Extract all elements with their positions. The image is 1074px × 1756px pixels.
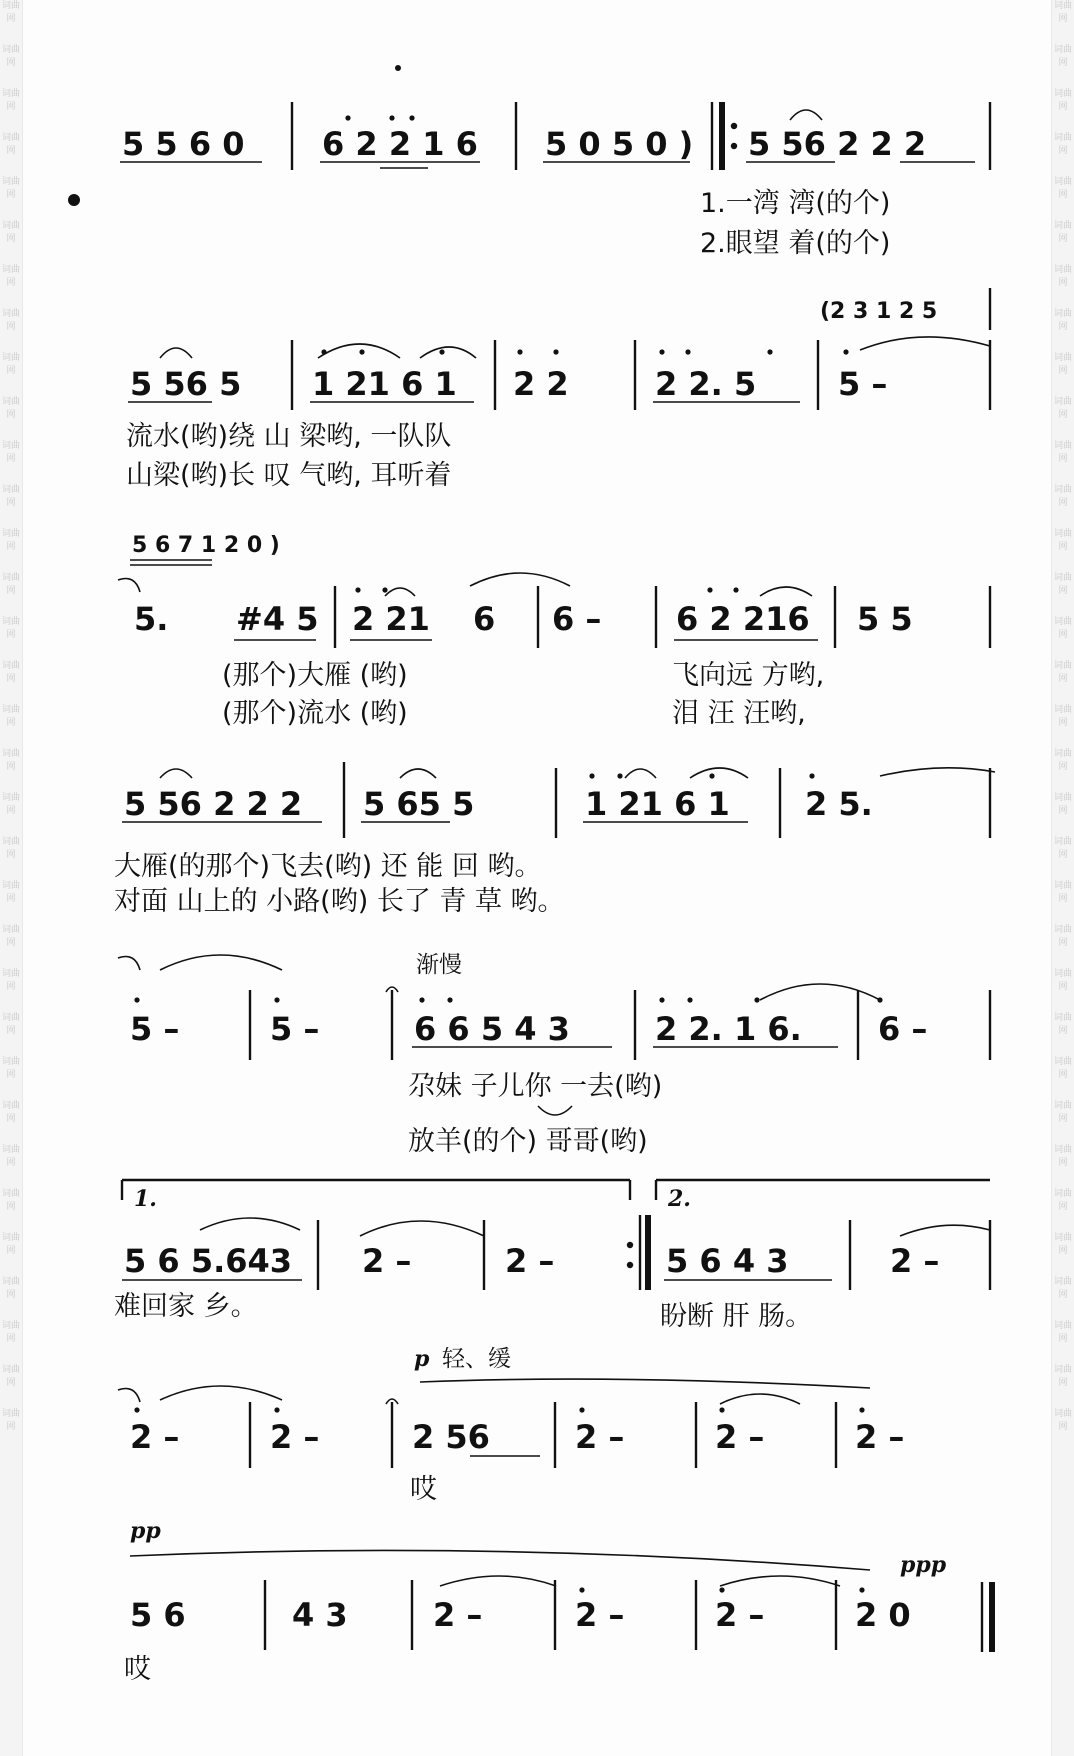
measure-24: 5 6 5.643 [124, 1242, 293, 1280]
slur [385, 588, 415, 596]
measure-5: 5 56 5 [130, 365, 242, 403]
lyric-verse-2: 山梁(哟)长 叹 气哟, 耳听着 [126, 460, 452, 491]
row-7 [118, 1346, 904, 1505]
phrase-slur [420, 1379, 870, 1388]
measure-35: 5 6 [130, 1596, 186, 1634]
repeat-dot [731, 123, 737, 129]
measure-27: 5 6 4 3 [666, 1242, 789, 1280]
slur [360, 1221, 484, 1236]
measure-25: 2 – [362, 1242, 412, 1280]
slur [200, 1218, 300, 1230]
measure-9: 5 – [838, 365, 888, 403]
row-4 [114, 762, 995, 917]
slur [160, 955, 282, 970]
grace-notes: (2 3 1 2 5 [820, 299, 938, 324]
row-1 [120, 102, 990, 259]
tie [118, 1389, 140, 1403]
lyric: 哎 [124, 1654, 151, 1685]
slur [690, 768, 748, 778]
lyric-verse-1-b: 飞向远 方哟, [672, 660, 825, 691]
measure-19: 5 – [130, 1010, 180, 1048]
slur [400, 769, 436, 778]
slur [720, 1394, 800, 1404]
slur [318, 344, 400, 358]
slur [720, 1576, 840, 1586]
measure-6: 1 21 6 1 [312, 365, 457, 403]
volta-1-label: 1. [134, 1186, 157, 1212]
measure-36: 4 3 [292, 1596, 348, 1634]
tie [118, 957, 140, 971]
lyric-verse-1: 1.一湾 湾(的个) [700, 188, 891, 219]
slur [160, 769, 192, 778]
measure-30: 2 – [270, 1418, 320, 1456]
lyric-verse-1: 尕妹 子儿你 一去(哟) [408, 1071, 663, 1102]
measure-3: 5 0 5 0 ) [545, 125, 694, 163]
lyric-verse-2-b: 泪 汪 汪哟, [672, 698, 806, 729]
lyric-volta-1: 难回家 乡。 [114, 1291, 258, 1322]
row-8 [124, 1518, 992, 1685]
measure-11: 2 21 [352, 600, 430, 638]
measure-28: 2 – [890, 1242, 940, 1280]
measure-18: 2 5. [805, 785, 873, 823]
phrase-slur [130, 1550, 870, 1570]
lyric: 哎 [410, 1474, 437, 1505]
measure-22: 2 2. 1 6. [655, 1010, 802, 1048]
measure-7: 2 2 [513, 365, 569, 403]
measure-11b: 6 [473, 600, 496, 638]
measure-37: 2 – [433, 1596, 483, 1634]
slur [790, 110, 822, 120]
print-speck [395, 65, 401, 71]
row-6 [114, 1180, 990, 1332]
measure-26: 2 – [505, 1242, 555, 1280]
slur [470, 573, 570, 586]
measure-38: 2 – [575, 1596, 625, 1634]
print-speck [68, 194, 80, 206]
lyric-verse-2: 放羊(的个) 哥哥(哟) [408, 1126, 648, 1157]
lyric-verse-1-a: (那个)大雁 (哟) [222, 660, 408, 691]
measure-2: 6 2 2 1 6 [322, 125, 478, 163]
watermark-strip-right: 词曲网 词曲网 词曲网 词曲网 词曲网 词曲网 词曲网 词曲网 词曲网 词曲网 词曲网 词曲网 词曲网 词曲网 词曲网 词曲网 词曲网 词曲网 词曲网 词曲网 词曲网 词曲网 词曲网 词曲网 词曲网 词曲网 词曲网 词曲网 词曲网 词曲网 词曲网 词曲网 词曲网 [1051, 0, 1074, 1756]
measure-39: 2 – [715, 1596, 765, 1634]
dynamic-marking: p [414, 1346, 430, 1372]
row-5 [118, 952, 990, 1157]
slur [420, 347, 476, 358]
measure-13: 6 2 216 [676, 600, 810, 638]
slur [760, 587, 812, 596]
slur [625, 769, 656, 778]
measure-31: 2 56 [412, 1418, 490, 1456]
measure-32: 2 – [575, 1418, 625, 1456]
slur [760, 984, 880, 1000]
slur [160, 348, 192, 358]
measure-10: 5. [134, 600, 169, 638]
dynamic-marking-end: ppp [900, 1552, 947, 1578]
lyric-verse-1: 大雁(的那个)飞去(哟) 还 能 回 哟。 [114, 851, 542, 882]
lyric-verse-2: 2.眼望 着(的个) [700, 228, 891, 259]
measure-10b: #4 5 [236, 600, 319, 638]
watermark-strip-left: 词曲网 词曲网 词曲网 词曲网 词曲网 词曲网 词曲网 词曲网 词曲网 词曲网 词曲网 词曲网 词曲网 词曲网 词曲网 词曲网 词曲网 词曲网 词曲网 词曲网 词曲网 词曲网 词曲网 词曲网 词曲网 词曲网 词曲网 词曲网 词曲网 词曲网 词曲网 词曲网 词曲网 [0, 0, 23, 1756]
expression-marking: 轻、缓 [442, 1346, 511, 1372]
slur [900, 1225, 990, 1236]
measure-20: 5 – [270, 1010, 320, 1048]
slur [880, 768, 995, 776]
measure-34: 2 – [855, 1418, 905, 1456]
slur [860, 337, 990, 350]
measure-15: 5 56 2 2 2 [124, 785, 303, 823]
tie [118, 579, 140, 593]
measure-14: 5 5 [857, 600, 913, 638]
measure-12: 6 – [552, 600, 602, 638]
measure-33: 2 – [715, 1418, 765, 1456]
volta-2-label: 2. [668, 1186, 691, 1212]
measure-8: 2 2. 5 [655, 365, 757, 403]
row-2 [126, 288, 990, 491]
repeat-dot [627, 1262, 633, 1268]
dynamic-marking-start: pp [130, 1518, 161, 1544]
row-3 [118, 533, 990, 729]
slur [538, 1106, 572, 1115]
measure-40: 2 0 [855, 1596, 911, 1634]
lyric-verse-1: 流水(哟)绕 山 梁哟, 一队队 [126, 421, 452, 452]
measure-23: 6 – [878, 1010, 928, 1048]
lyric-verse-2-a: (那个)流水 (哟) [222, 698, 408, 729]
grace-notes: 5 6 7 1 2 0 ) [132, 533, 280, 558]
tempo-marking: 渐慢 [416, 952, 462, 978]
measure-17: 1 21 6 1 [585, 785, 730, 823]
measure-4: 5 56 2 2 2 [748, 125, 927, 163]
measure-16: 5 65 5 [363, 785, 475, 823]
measure-1: 5 5 6 0 [122, 125, 245, 163]
lyric-volta-2: 盼断 肝 肠。 [660, 1301, 813, 1332]
measure-29: 2 – [130, 1418, 180, 1456]
slur [440, 1576, 556, 1586]
measure-21: 6 6 5 4 3 [414, 1010, 570, 1048]
lyric-verse-2: 对面 山上的 小路(哟) 长了 青 草 哟。 [114, 886, 565, 917]
repeat-dot [627, 1242, 633, 1248]
repeat-dot [731, 143, 737, 149]
slur [160, 1386, 282, 1400]
